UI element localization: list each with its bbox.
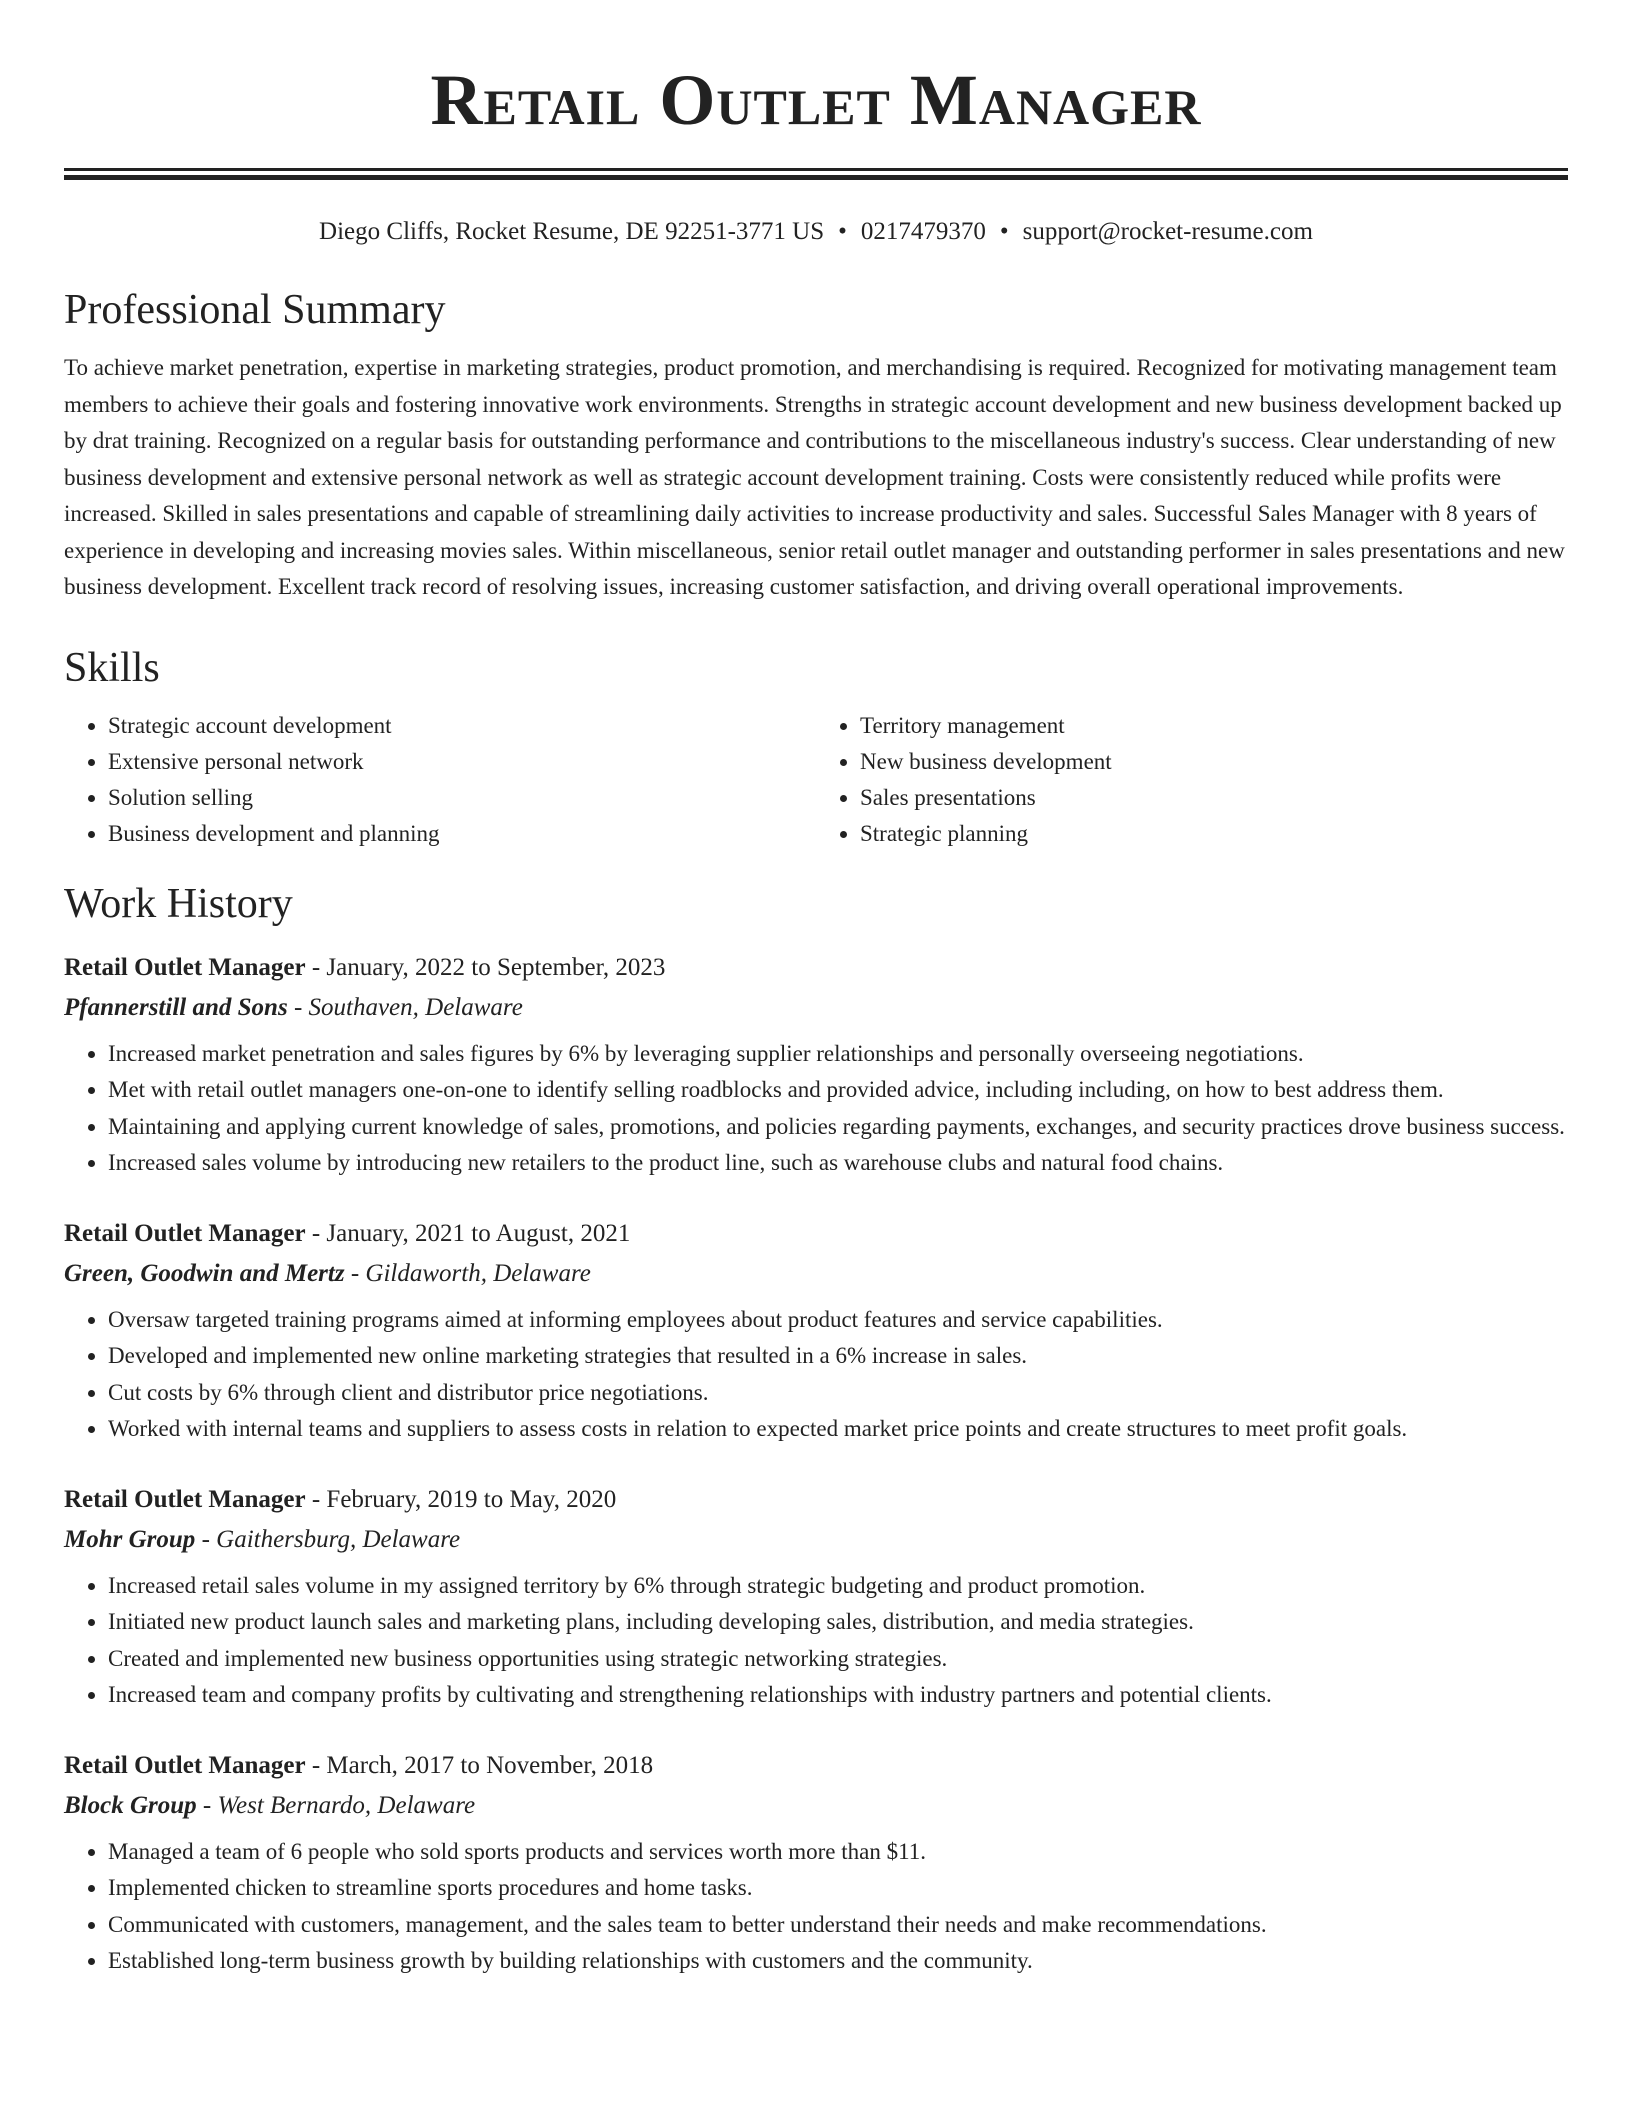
contact-address: Diego Cliffs, Rocket Resume, DE 92251-3771 US xyxy=(319,218,825,245)
contact-separator: • xyxy=(999,218,1009,245)
contact-line xyxy=(64,216,1568,248)
job-company: Pfannerstill and Sons xyxy=(64,993,288,1021)
work-history-heading: Work History xyxy=(64,880,293,927)
skill-item: • Business development and planning xyxy=(108,816,816,852)
job-bullet: • Established long-term business growth by building relationships with customers and the community. xyxy=(108,1943,1568,1980)
job-title: Retail Outlet Manager xyxy=(64,1751,306,1779)
job-entry xyxy=(64,1214,1568,1448)
contact-email: support@rocket-resume.com xyxy=(1022,218,1313,245)
skills-column-right xyxy=(816,708,1568,852)
job-bullet: • Increased sales volume by introducing new retailers to the product line, such as warehouse clubs and natural food chains. xyxy=(108,1145,1568,1182)
job-company: Mohr Group xyxy=(64,1525,196,1553)
job-title: Retail Outlet Manager xyxy=(64,953,306,981)
job-dates: - March, 2017 to November, 2018 xyxy=(305,1751,654,1779)
job-company-line xyxy=(64,1520,1568,1560)
job-entry xyxy=(64,1746,1568,1980)
job-title-line xyxy=(64,1214,1568,1254)
skills-list xyxy=(64,708,1568,852)
job-title-line xyxy=(64,1480,1568,1520)
summary-heading: Professional Summary xyxy=(64,287,446,333)
title-double-rule xyxy=(64,168,1568,180)
job-bullet: • Oversaw targeted training programs aimed at informing employees about product features and service capabilities. xyxy=(108,1302,1568,1339)
job-company: Block Group xyxy=(64,1791,197,1819)
job-location: - Gaithersburg, Delaware xyxy=(195,1525,461,1553)
job-dates: - January, 2021 to August, 2021 xyxy=(305,1219,631,1247)
contact-phone: 0217479370 xyxy=(860,218,986,245)
job-location: - Southaven, Delaware xyxy=(287,993,523,1021)
job-company: Green, Goodwin and Mertz xyxy=(64,1259,345,1287)
resume-title: Retail Outlet Manager xyxy=(430,60,1202,140)
job-bullets xyxy=(64,1568,1568,1714)
skill-item: • New business development xyxy=(860,744,1568,780)
job-bullets xyxy=(64,1036,1568,1182)
job-bullets xyxy=(64,1834,1568,1980)
job-entry xyxy=(64,948,1568,1182)
job-bullet: • Increased team and company profits by cultivating and strengthening relationships with industry partners and potential clients. xyxy=(108,1677,1568,1714)
job-title: Retail Outlet Manager xyxy=(64,1219,306,1247)
job-bullet: • Cut costs by 6% through client and distributor price negotiations. xyxy=(108,1375,1568,1412)
job-location: - West Bernardo, Delaware xyxy=(196,1791,476,1819)
job-title: Retail Outlet Manager xyxy=(64,1485,306,1513)
job-entry xyxy=(64,1480,1568,1714)
job-company-line xyxy=(64,988,1568,1028)
job-title-line xyxy=(64,1746,1568,1786)
job-dates: - February, 2019 to May, 2020 xyxy=(305,1485,617,1513)
job-bullet: • Created and implemented new business opportunities using strategic networking strategies. xyxy=(108,1641,1568,1678)
job-company-line xyxy=(64,1786,1568,1826)
skills-column-left xyxy=(64,708,816,852)
skill-item: • Territory management xyxy=(860,708,1568,744)
job-bullet: • Communicated with customers, management, and the sales team to better understand their needs and make recommendations. xyxy=(108,1907,1568,1944)
job-bullet: • Increased retail sales volume in my assigned territory by 6% through strategic budgeting and product promotion. xyxy=(108,1568,1568,1605)
job-bullet: • Met with retail outlet managers one-on-one to identify selling roadblocks and provided advice, including including, on how to best address them. xyxy=(108,1072,1568,1109)
skills-heading: Skills xyxy=(64,644,160,691)
job-location: - Gildaworth, Delaware xyxy=(344,1259,591,1287)
job-title-line xyxy=(64,948,1568,988)
skill-item: • Sales presentations xyxy=(860,780,1568,816)
summary-text: To achieve market penetration, expertise in marketing strategies, product promotion, and merchandising is required. Recognized for motivating management team members to achieve their goals and fostering innovative work environments. Strengths in strategic account development and new business development backed up by drat training. Recognized on a regular basis for outstanding performance and contributions to the miscellaneous industry's success. Clear understanding of new business development and extensive personal network as well as strategic account development training. Costs were consistently reduced while profits were increased. Skilled in sales presentations and capable of streamlining daily activities to increase productivity and sales. Successful Sales Manager with 8 years of experience in developing and increasing movies sales. Within miscellaneous, senior retail outlet manager and outstanding performer in sales presentations and new business development. Excellent track record of resolving issues, increasing customer satisfaction, and driving overall operational improvements. xyxy=(64,355,1565,599)
job-bullet: • Increased market penetration and sales figures by 6% by leveraging supplier relationships and personally overseeing negotiations. xyxy=(108,1036,1568,1073)
job-company-line xyxy=(64,1254,1568,1294)
skill-item: • Strategic planning xyxy=(860,816,1568,852)
job-bullet: • Implemented chicken to streamline sports procedures and home tasks. xyxy=(108,1870,1568,1907)
job-dates: - January, 2022 to September, 2023 xyxy=(305,953,666,981)
job-bullet: • Initiated new product launch sales and marketing plans, including developing sales, distribution, and media strategies. xyxy=(108,1604,1568,1641)
skill-item: • Strategic account development xyxy=(108,708,816,744)
skill-item: • Solution selling xyxy=(108,780,816,816)
job-bullets xyxy=(64,1302,1568,1448)
job-bullet: • Maintaining and applying current knowledge of sales, promotions, and policies regarding payments, exchanges, and security practices drove business success. xyxy=(108,1109,1568,1146)
job-bullet: • Worked with internal teams and suppliers to assess costs in relation to expected market price points and create structures to meet profit goals. xyxy=(108,1411,1568,1448)
contact-separator: • xyxy=(838,218,847,245)
skill-item: • Extensive personal network xyxy=(108,744,816,780)
job-bullet: • Developed and implemented new online marketing strategies that resulted in a 6% increase in sales. xyxy=(108,1338,1568,1375)
job-bullet: • Managed a team of 6 people who sold sports products and services worth more than $11. xyxy=(108,1834,1568,1871)
